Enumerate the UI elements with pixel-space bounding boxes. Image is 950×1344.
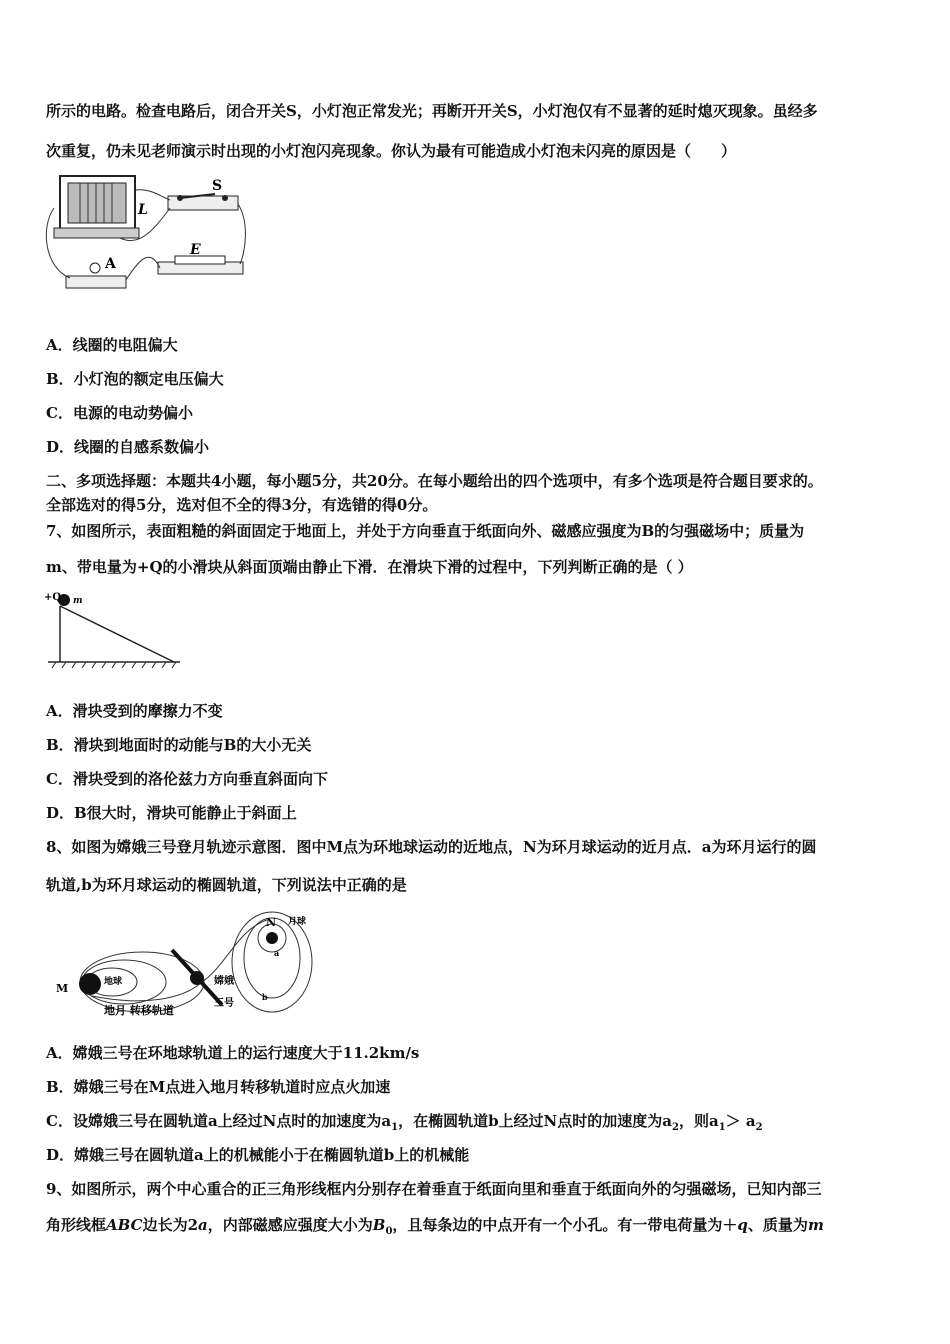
label-a: a (274, 948, 280, 958)
q8-text-line-1: 8、如图为嫦娥三号登月轨迹示意图．图中M点为环地球运动的近地点，N为环月球运动的近月点．a为环月运行的圆 (46, 838, 817, 856)
q7-option-a: A．滑块受到的摩擦力不变 (46, 702, 223, 720)
label-chang-e-1: 嫦娥 (214, 976, 234, 987)
q8-option-a: A．嫦娥三号在环地球轨道上的运行速度大于11.2km/s (46, 1044, 420, 1062)
q7-text-line-2: m、带电量为+Q的小滑块从斜面顶端由静止下滑．在滑块下滑的过程中，下列判断正确的是（ ） (46, 558, 693, 576)
q8-text-line-2: 轨道,b为环月球运动的椭圆轨道，下列说法中正确的是 (46, 876, 407, 894)
q7-option-d: D．B很大时，滑块可能静止于斜面上 (46, 804, 297, 822)
q7-text-line-1: 7、如图所示，表面粗糙的斜面固定于地面上，并处于方向垂直于纸面向外、磁感应强度为B的匀强磁场中；质量为 (46, 522, 805, 540)
label-chang-e-2: 三号 (214, 998, 234, 1009)
label-b: b (262, 992, 268, 1002)
label-transfer-orbit: 地月 转移轨道 (104, 1004, 174, 1017)
section2-heading-line-1: 二、多项选择题：本题共4小题，每小题5分，共20分。在每小题给出的四个选项中，有多个选项是符合题目要求的。 (46, 472, 823, 490)
label-M: M (56, 982, 69, 995)
q8-option-c: C．设嫦娥三号在圆轨道a上经过N点时的加速度为$a_1$，在椭圆轨道b上经过N点时的加速度为$a_2$，则$a_1> a_2$ (46, 1112, 763, 1133)
q7-option-b: B．滑块到地面时的动能与B的大小无关 (46, 736, 312, 754)
q8-option-b: B．嫦娥三号在M点进入地月转移轨道时应点火加速 (46, 1078, 391, 1096)
label-earth: 地球 (104, 977, 123, 987)
q6-option-b: B．小灯泡的额定电压偏大 (46, 370, 224, 388)
label-moon: 月球 (288, 917, 307, 927)
q9-text-line-2: 角形线框ABC边长为2a，内部磁感应强度大小为$B_0$，且每条边的中点开有一个小孔。有一带电荷量为＋q、质量为m (46, 1216, 824, 1237)
label-E: E (190, 242, 201, 258)
label-plus-q: +Q (44, 592, 62, 603)
label-N: N (266, 916, 277, 929)
q9-text-line-1: 9、如图所示，两个中心重合的正三角形线框内分别存在着垂直于纸面向里和垂直于纸面向外的匀强磁场，已知内部三 (46, 1180, 822, 1198)
circuit-diagram (40, 168, 250, 298)
incline-diagram (44, 588, 184, 670)
q6-option-c: C．电源的电动势偏小 (46, 404, 193, 422)
q6-option-d: D．线圈的自感系数偏小 (46, 438, 210, 456)
label-m: m (73, 596, 83, 606)
q8-option-d: D．嫦娥三号在圆轨道a上的机械能小于在椭圆轨道b上的机械能 (46, 1146, 470, 1164)
q6-text-line-1: 所示的电路。检查电路后，闭合开关S，小灯泡正常发光；再断开开关S，小灯泡仅有不显著的延时熄灭现象。虽经多 (46, 102, 818, 120)
q6-option-a: A．线圈的电阻偏大 (46, 336, 178, 354)
section2-heading-line-2: 全部选对的得5分，选对但不全的得3分，有选错的得0分。 (46, 496, 438, 514)
label-A: A (105, 256, 116, 272)
q7-option-c: C．滑块受到的洛伦兹力方向垂直斜面向下 (46, 770, 328, 788)
q6-text-line-2: 次重复，仍未见老师演示时出现的小灯泡闪亮现象。你认为最有可能造成小灯泡未闪亮的原因是（ ） (46, 142, 737, 160)
label-L: L (138, 202, 148, 218)
label-S: S (212, 178, 223, 194)
lunar-trajectory-diagram (52, 910, 322, 1020)
